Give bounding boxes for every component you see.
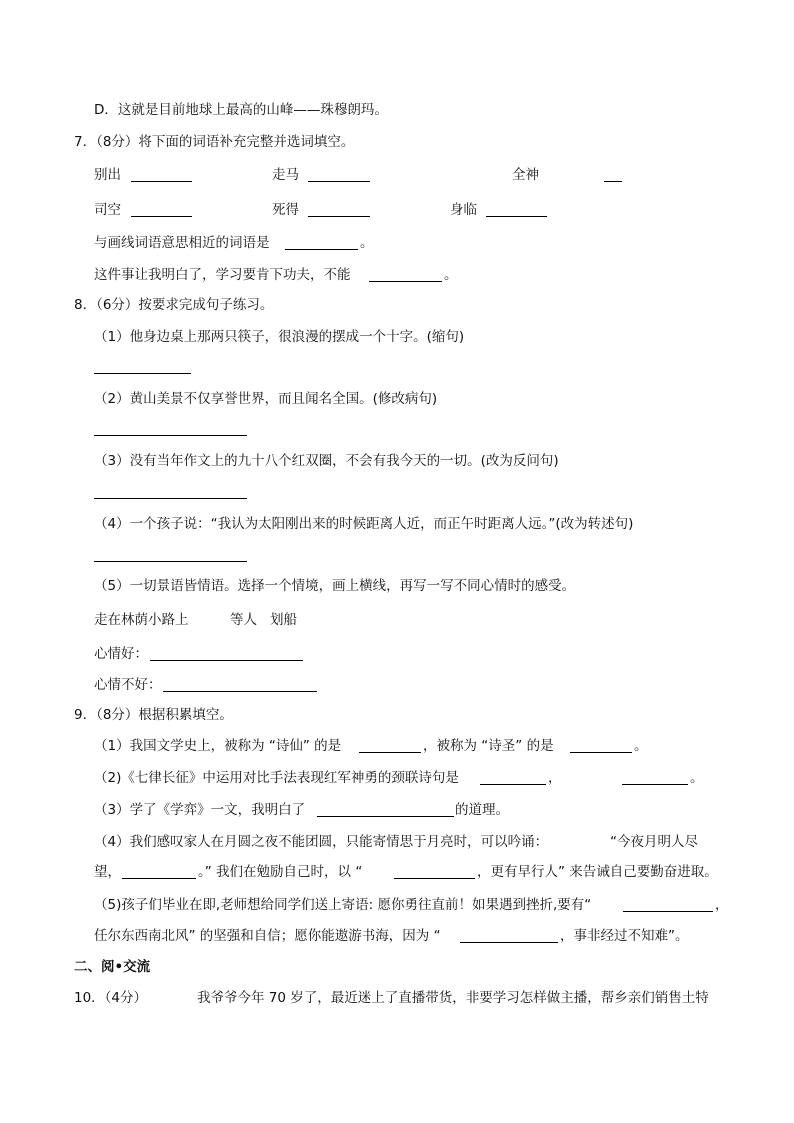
q9-blank-8[interactable]	[623, 911, 713, 912]
q8-answer-1[interactable]	[94, 373, 191, 374]
q10-text: 我爷爷今年 70 岁了，最近迷上了直播带货，非要学习怎样做主播，帮乡亲们销售土特	[197, 990, 709, 1006]
q9-item-5d: ，事非经过不知难”。	[560, 928, 689, 944]
q9-blank-7[interactable]	[394, 878, 475, 879]
q7-blank-8[interactable]	[369, 281, 442, 282]
q9-blank-4[interactable]	[622, 784, 688, 785]
q7-word-4: 司空	[94, 202, 121, 218]
q9-item-4c: 望，	[94, 864, 121, 880]
q9-item-3a: （3）学了《学弈》一文，我明白了	[94, 802, 306, 818]
q7-blank-1[interactable]	[131, 181, 192, 182]
q9-blank-3[interactable]	[480, 784, 546, 785]
q9-item-2a: （2)《七律长征》中运用对比手法表现红军神勇的颈联诗句是	[94, 770, 459, 786]
q8-answer-4[interactable]	[94, 561, 247, 562]
q7-blank-6[interactable]	[486, 216, 547, 217]
q7-word-2: 走马	[272, 167, 299, 183]
q8-item-3: （3）没有当年作文上的九十八个红双圈，不会有我今天的一切。(改为反问句)	[94, 453, 559, 469]
q8-scene-3: 划船	[270, 612, 297, 628]
q9-title: 9．（8分）根据积累填空。	[74, 707, 233, 723]
q7-word-3: 全神	[512, 167, 539, 183]
q8-item-2: （2）黄山美景不仅享誉世界，而且闻名全国。(修改病句)	[94, 391, 438, 407]
q9-item-2b: ，	[548, 770, 562, 786]
q8-item-1: （1）他身边桌上那两只筷子，很浪漫的摆成一个十字。(缩句)	[94, 329, 465, 345]
q9-item-4a: （4）我们感叹家人在月圆之夜不能团圆，只能寄情思于月亮时，可以吟诵：	[94, 834, 549, 850]
q7-blank-7[interactable]	[285, 249, 358, 250]
mood-good-label: 心情好：	[94, 646, 148, 662]
q7-word-6: 身临	[450, 202, 477, 218]
q7-blank-5[interactable]	[308, 216, 370, 217]
q9-item-4d: 。” 我们在勉励自己时，以 “	[198, 864, 363, 880]
q9-blank-9[interactable]	[460, 942, 558, 943]
q8-item-5: （5）一切景语皆情语。选择一个情境，画上横线，再写一写不同心情时的感受。	[94, 578, 576, 594]
q9-item-3b: 的道理。	[455, 802, 509, 818]
q9-item-5c: 任尔东西南北风” 的坚强和自信；愿你能遨游书海，因为 “	[94, 928, 441, 944]
q7-blank-2[interactable]	[308, 181, 370, 182]
q10-label: 10．（4分）	[74, 990, 148, 1006]
q7-title: 7．（8分）将下面的词语补充完整并选词填空。	[74, 134, 355, 150]
q8-scene-2: 等人	[230, 612, 257, 628]
q7-word-1: 别出	[94, 167, 121, 183]
mood-bad-label: 心情不好：	[94, 677, 162, 693]
q8-answer-2[interactable]	[94, 435, 247, 436]
q9-blank-6[interactable]	[122, 878, 196, 879]
mood-good-blank[interactable]	[150, 660, 303, 661]
q9-item-1c: 。	[634, 738, 648, 754]
q9-item-2c: 。	[690, 770, 704, 786]
q7-line1-end: 。	[360, 235, 374, 251]
q9-item-4e: ，更有早行人” 来告诫自己要勤奋进取。	[477, 864, 718, 880]
q9-item-5a: （5)孩子们毕业在即,老师想给同学们送上寄语: 愿你勇往直前！如果遇到挫折,要有“	[94, 897, 592, 913]
q7-word-5: 死得	[272, 202, 299, 218]
q7-blank-3[interactable]	[604, 181, 622, 182]
q9-blank-5[interactable]	[317, 816, 454, 817]
q9-item-1a: （1）我国文学史上，被称为 “诗仙” 的是	[94, 738, 342, 754]
q8-scene-1: 走在林荫小路上	[94, 612, 189, 628]
q7-line1: 与画线词语意思相近的词语是	[94, 235, 270, 251]
mood-bad-blank[interactable]	[163, 691, 317, 692]
q6-option-d: D．这就是目前地球上最高的山峰——珠穆朗玛。	[94, 102, 388, 118]
q9-item-1b: ，被称为 “诗圣” 的是	[423, 738, 554, 754]
q9-blank-1[interactable]	[359, 752, 421, 753]
section-heading: 二、阅•交流	[74, 959, 151, 975]
q9-item-5b: ，	[715, 897, 729, 913]
q9-item-4b: “今夜月明人尽	[610, 834, 698, 850]
q7-blank-4[interactable]	[131, 216, 192, 217]
q8-item-4: （4）一个孩子说：“我认为太阳刚出来的时候距离人近，而正午时距离人远。”(改为转述句)	[94, 516, 634, 532]
q9-blank-2[interactable]	[570, 752, 632, 753]
q8-title: 8．（6分）按要求完成句子练习。	[74, 297, 274, 313]
q8-answer-3[interactable]	[94, 498, 247, 499]
q7-line2-end: 。	[444, 267, 458, 283]
q7-line2: 这件事让我明白了，学习要肯下功夫，不能	[94, 267, 351, 283]
